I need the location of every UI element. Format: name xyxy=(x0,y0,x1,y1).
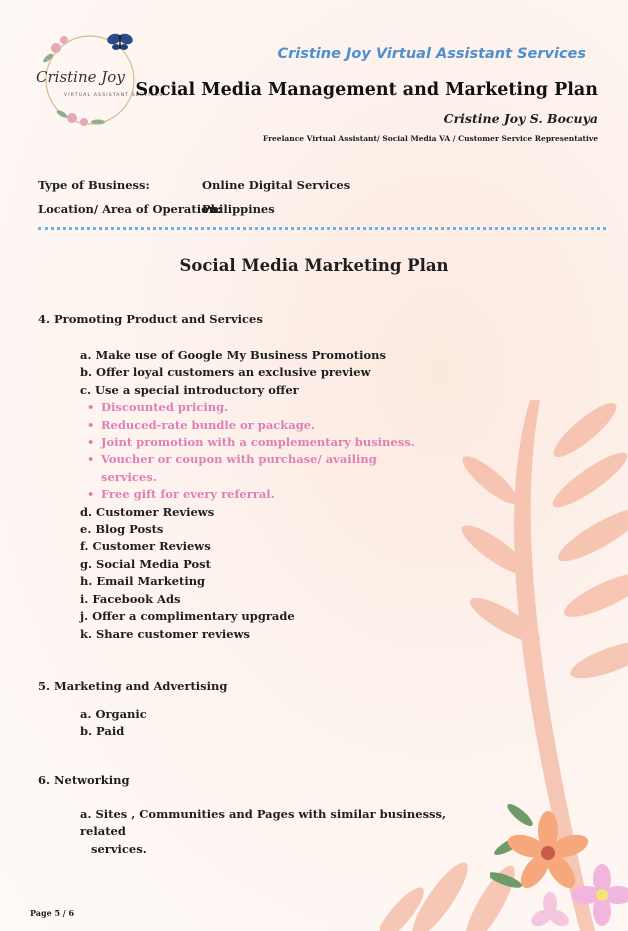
company-logo xyxy=(28,18,163,136)
bullet-item-continuation: services. xyxy=(101,469,157,484)
location-value: Philippines xyxy=(202,202,275,216)
section-5-list xyxy=(80,706,147,741)
list-item: d. Customer Reviews xyxy=(80,504,215,519)
bullet-item: • Voucher or coupon with purchase/ availing xyxy=(80,451,415,468)
list-item: g. Social Media Post xyxy=(80,556,211,571)
section-6-item-line-1: a. Sites , Communities and Pages with similar businesss, related xyxy=(80,807,447,839)
list-item: k. Share customer reviews xyxy=(80,626,250,641)
list-item: j. Offer a complimentary upgrade xyxy=(80,609,295,624)
list-item: h. Email Marketing xyxy=(80,574,206,589)
section-4-list xyxy=(80,347,415,643)
svg-text:Cristine Joy: Cristine Joy xyxy=(36,68,125,86)
section-6-title: 6. Networking xyxy=(38,773,130,787)
list-item: b. Offer loyal customers an exclusive preview xyxy=(80,365,371,380)
list-item: b. Paid xyxy=(80,724,125,739)
list-item: i. Facebook Ads xyxy=(80,591,181,606)
section-5-title: 5. Marketing and Advertising xyxy=(38,679,228,693)
section-6-item-line-2: services. xyxy=(91,841,147,856)
butterfly-icon xyxy=(106,32,135,50)
list-item: c. Use a special introductory offer xyxy=(80,382,299,397)
page-number: Page 5 / 6 xyxy=(30,908,75,918)
location-label: Location/ Area of Operation: xyxy=(38,202,222,216)
document-title: Social Media Management and Marketing Plan xyxy=(135,80,598,100)
list-item: a. Make use of Google My Business Promotions xyxy=(80,348,386,362)
section-6-item xyxy=(80,806,480,858)
svg-text:VIRTUAL ASSISTANT SERVICES: VIRTUAL ASSISTANT SERVICES xyxy=(64,93,163,98)
list-item: a. Organic xyxy=(80,707,147,721)
flower-illustration xyxy=(490,795,628,931)
business-type-label: Type of Business: xyxy=(38,178,150,192)
section-4-title: 4. Promoting Product and Services xyxy=(38,312,263,326)
bullet-item: • Free gift for every referral. xyxy=(80,486,415,503)
list-item: f. Customer Reviews xyxy=(80,539,211,554)
author-name: Cristine Joy S. Bocuya xyxy=(443,111,598,126)
dotted-divider xyxy=(38,227,606,230)
list-item: e. Blog Posts xyxy=(80,522,164,537)
brand-name: Cristine Joy Virtual Assistant Services xyxy=(277,46,586,62)
business-type-value: Online Digital Services xyxy=(202,178,351,192)
bullet-item: • Discounted pricing. xyxy=(80,399,415,416)
author-roles: Freelance Virtual Assistant/ Social Media VA / Customer Service Representative xyxy=(262,134,598,143)
bullet-item: • Joint promotion with a complementary business. xyxy=(80,434,415,451)
section-heading: Social Media Marketing Plan xyxy=(179,256,449,275)
bullet-item: • Reduced-rate bundle or package. xyxy=(80,417,415,434)
